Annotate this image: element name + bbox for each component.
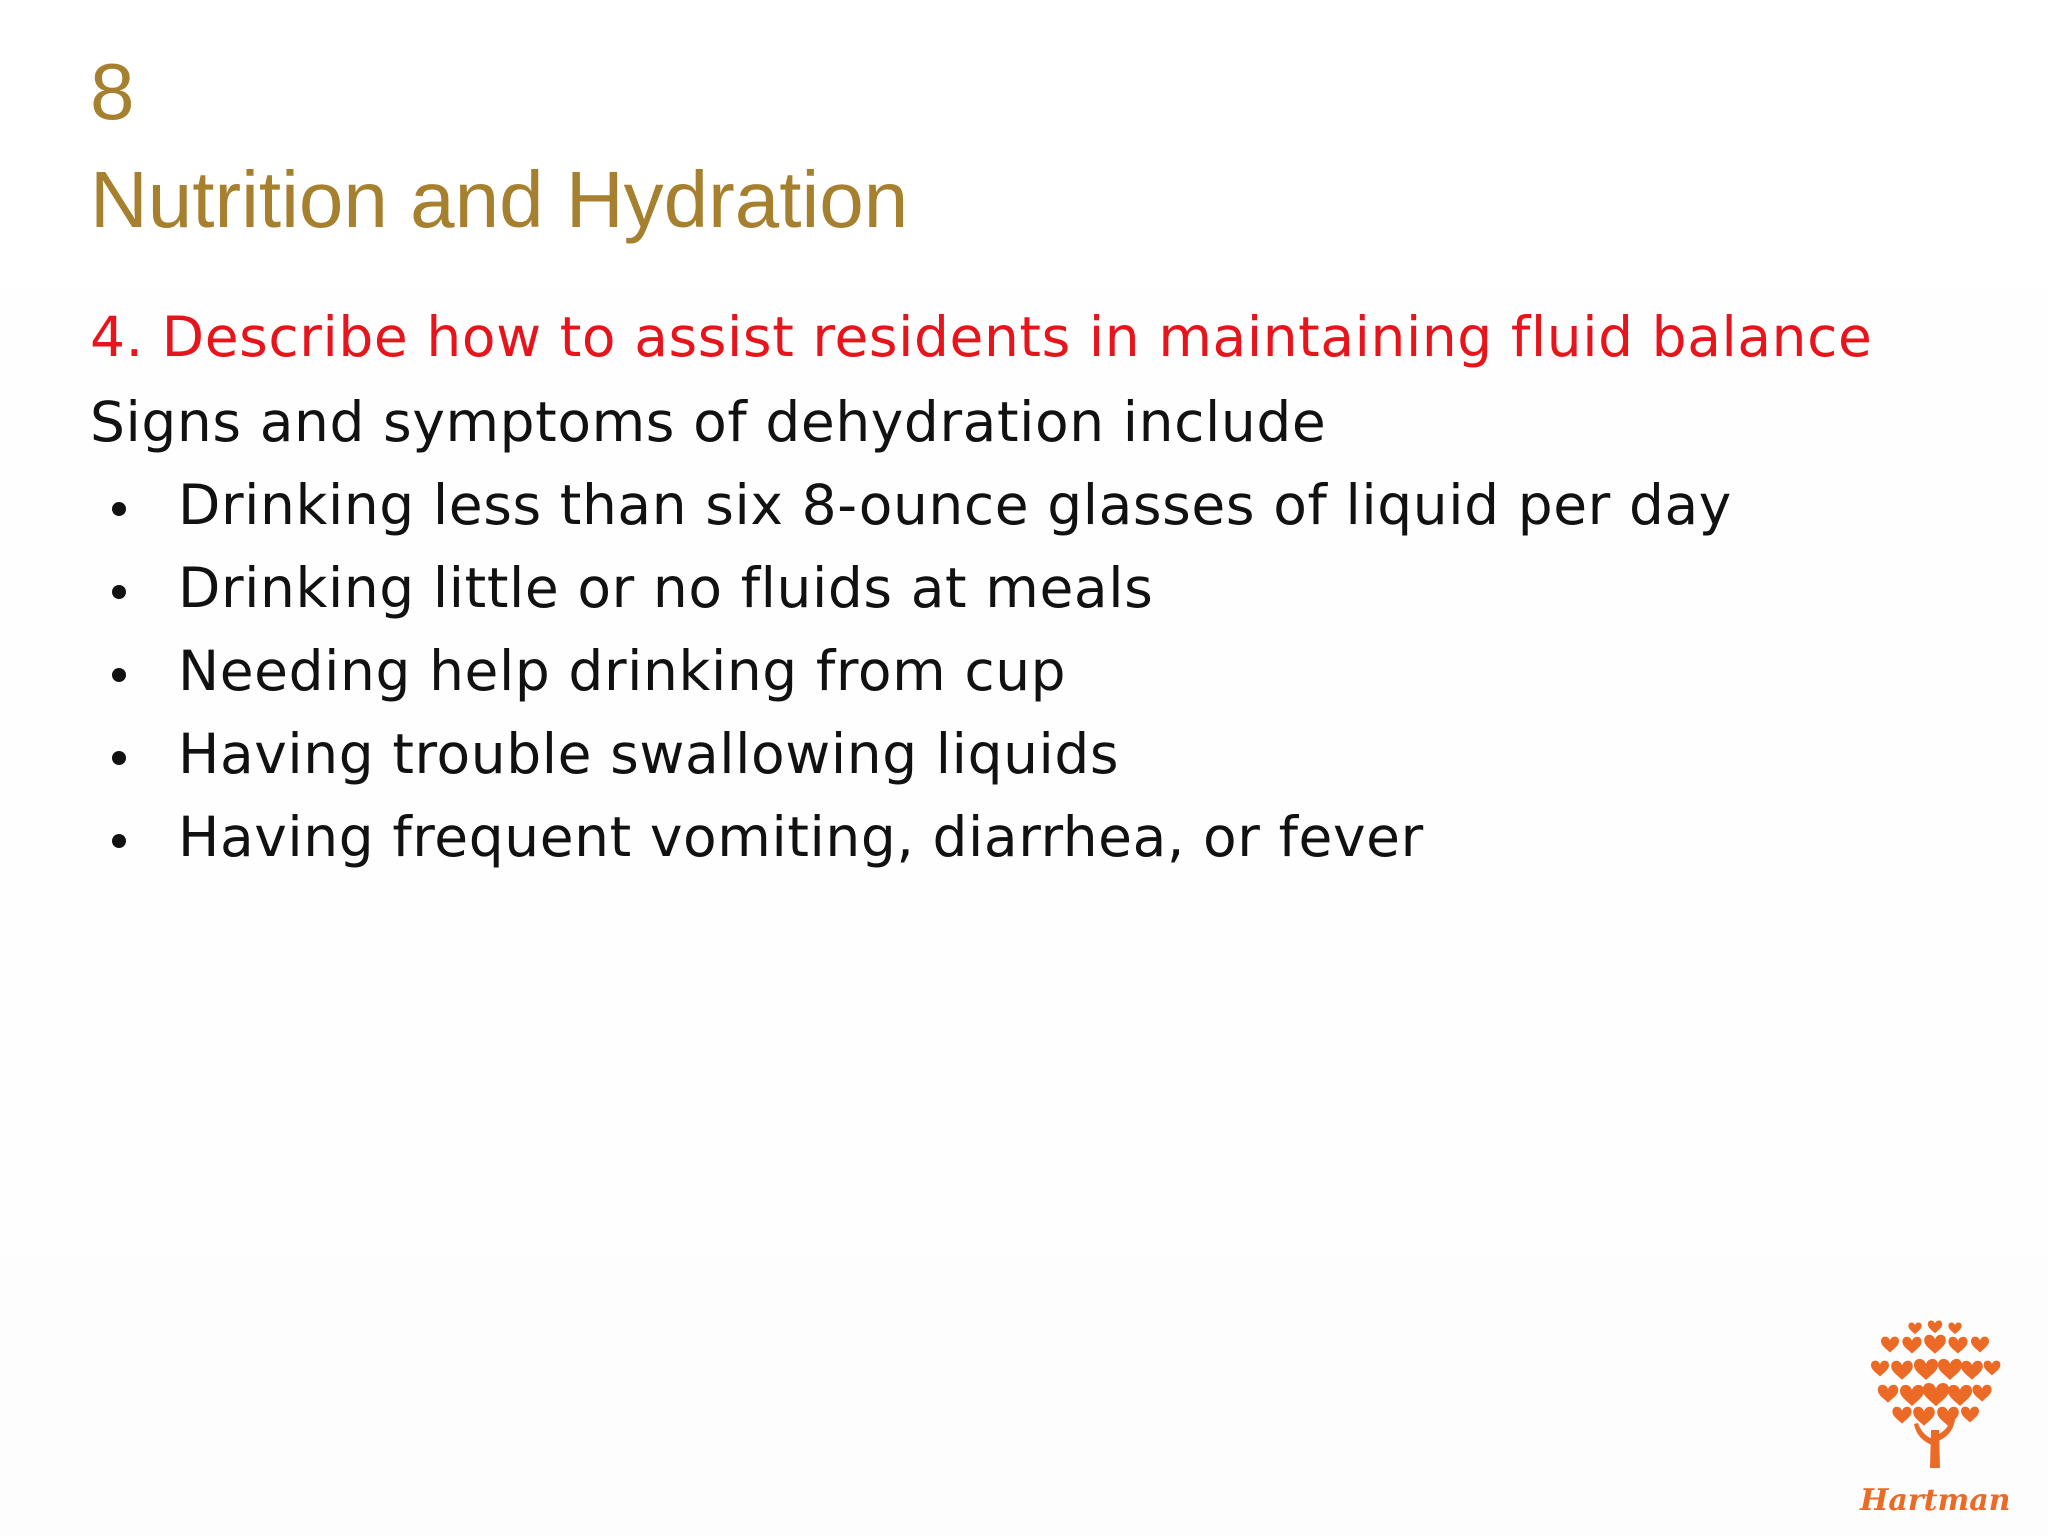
bullet-icon [112,668,126,682]
chapter-number: 8 [90,47,135,136]
learning-objective: 4. Describe how to assist residents in maintaining fluid balance [90,305,1873,369]
bullet-text: Having frequent vomiting, diarrhea, or fever [178,805,1424,869]
bullet-icon [112,751,126,765]
bullet-text: Drinking less than six 8-ounce glasses of liquid per day [178,473,1732,537]
chapter-title: Nutrition and Hydration [90,155,909,244]
bullet-text: Having trouble swallowing liquids [178,722,1120,786]
bullet-icon [112,585,126,599]
hartman-logo [1860,1318,2010,1518]
logo-wordmark: Hartman [1860,1483,2011,1518]
intro-text: Signs and symptoms of dehydration include [90,390,1327,454]
bullet-text: Drinking little or no fluids at meals [178,556,1154,620]
bullet-list [112,473,1732,893]
bullet-item [112,556,1732,644]
bullet-icon [112,834,126,848]
bullet-item [112,473,1732,561]
bullet-item [112,639,1732,727]
bullet-item [112,722,1732,810]
heart-tree-icon [1860,1318,2010,1483]
bullet-item [112,805,1732,893]
bullet-text: Needing help drinking from cup [178,639,1067,703]
bullet-icon [112,502,126,516]
